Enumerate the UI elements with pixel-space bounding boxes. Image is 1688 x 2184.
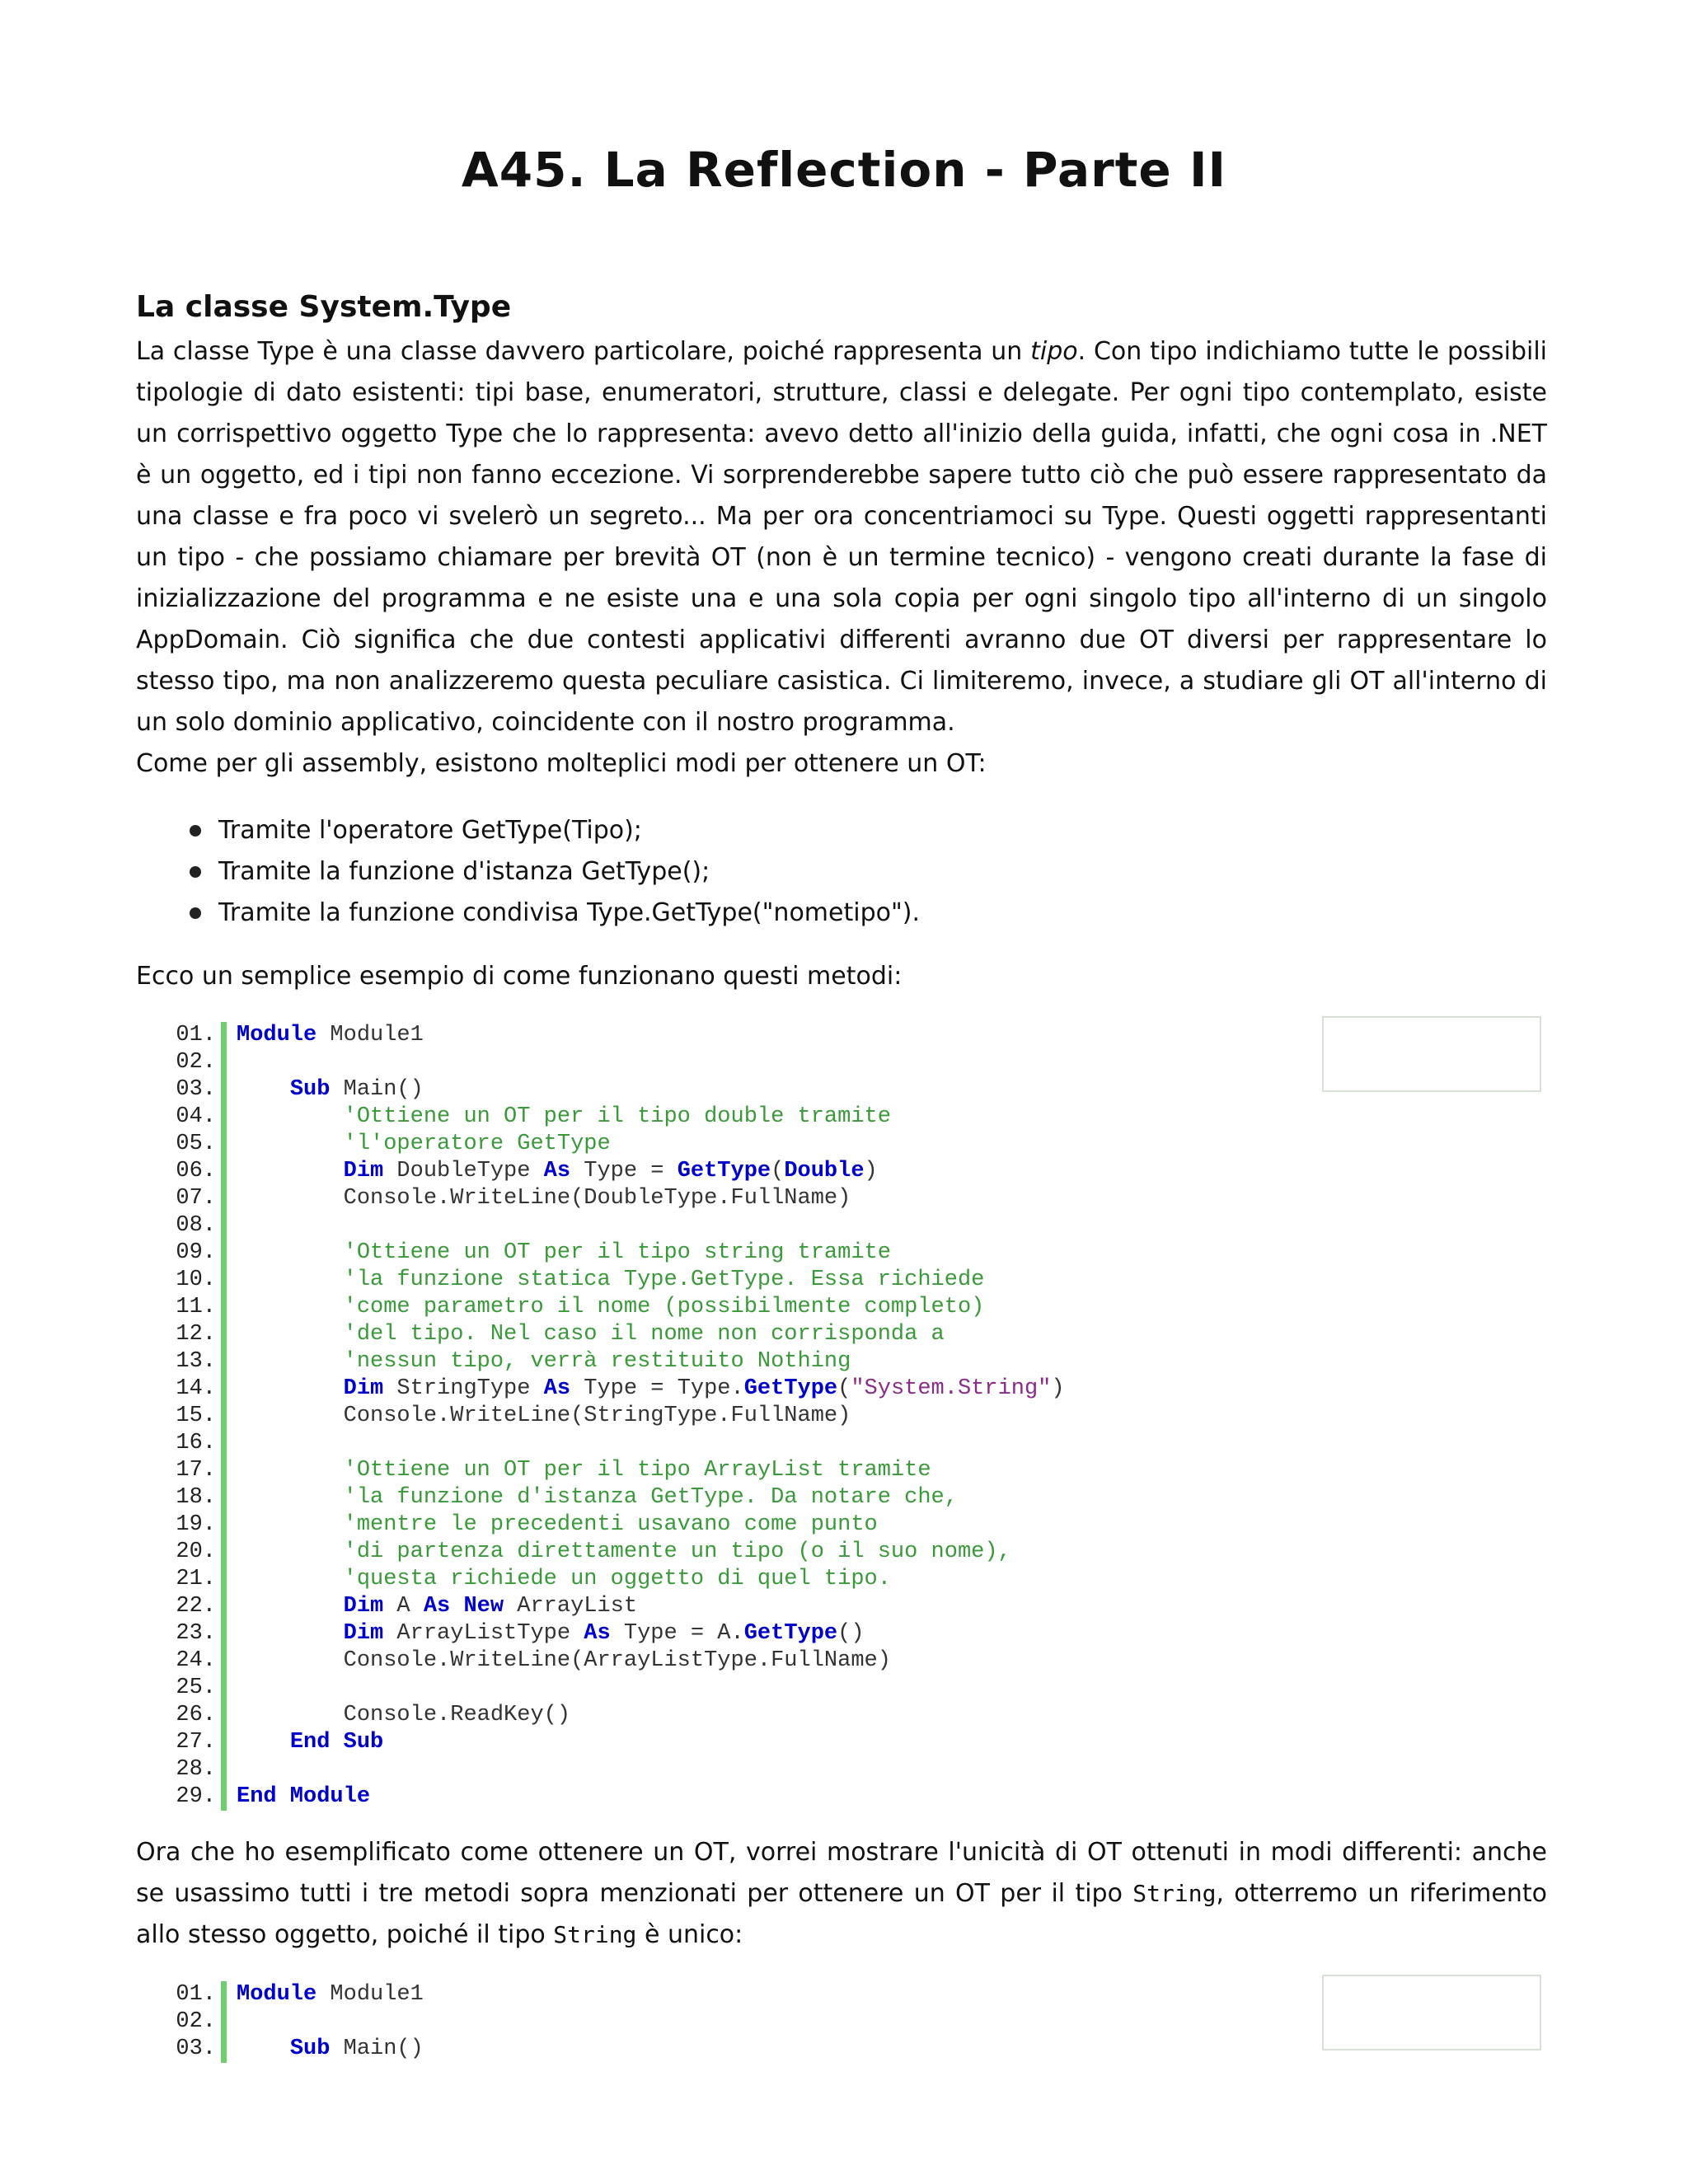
code-text bbox=[237, 1185, 851, 1212]
line-number: 27. bbox=[176, 1730, 216, 1755]
line-number: 12. bbox=[176, 1322, 216, 1347]
code-gutter-bar bbox=[221, 1158, 227, 1185]
code-keyword: Double bbox=[784, 1159, 865, 1183]
string-code-word: String bbox=[1132, 1880, 1217, 1907]
code-line bbox=[165, 1022, 1065, 1049]
code-comment: 'la funzione statica Type.GetType. Essa richiede bbox=[237, 1268, 985, 1292]
code-gutter-bar bbox=[221, 1484, 227, 1511]
code-gutter-bar bbox=[221, 2036, 227, 2063]
code-token: ) bbox=[1051, 1376, 1065, 1401]
code-token: ArrayList bbox=[504, 1594, 638, 1619]
code-gutter-bar bbox=[221, 1185, 227, 1212]
line-number: 18. bbox=[176, 1485, 216, 1510]
line-number: 23. bbox=[176, 1621, 216, 1646]
line-number: 17. bbox=[176, 1458, 216, 1483]
line-number: 08. bbox=[176, 1213, 216, 1238]
code-token: Console.WriteLine(ArrayListType.FullName) bbox=[237, 1648, 891, 1673]
code-text bbox=[237, 1593, 637, 1620]
code-gutter-bar bbox=[221, 2008, 227, 2036]
code-line bbox=[165, 1240, 1065, 1267]
intro-paragraph bbox=[136, 331, 1547, 785]
code-text bbox=[237, 1158, 878, 1185]
code-gutter-bar bbox=[221, 1131, 227, 1158]
code-text bbox=[237, 1511, 878, 1539]
code-line bbox=[165, 1348, 1065, 1376]
code-comment: 'Ottiene un OT per il tipo double tramite bbox=[237, 1104, 891, 1129]
code-text bbox=[237, 1539, 1011, 1566]
code-comment: 'l'operatore GetType bbox=[237, 1132, 611, 1156]
line-number: 29. bbox=[176, 1784, 216, 1809]
line-number: 01. bbox=[176, 1982, 216, 2007]
code-token: Console.WriteLine(StringType.FullName) bbox=[237, 1404, 851, 1428]
list-item: Tramite l'operatore GetType(Tipo); bbox=[190, 810, 920, 851]
line-number: 21. bbox=[176, 1567, 216, 1591]
line-number: 07. bbox=[176, 1186, 216, 1211]
code-token: Console.WriteLine(DoubleType.FullName) bbox=[237, 1186, 851, 1211]
code-line bbox=[165, 1267, 1065, 1294]
code-text bbox=[237, 1403, 851, 1430]
code-line bbox=[165, 1185, 1065, 1212]
code-comment: 'questa richiede un oggetto di quel tipo. bbox=[237, 1567, 891, 1591]
line-number: 19. bbox=[176, 1512, 216, 1537]
code-line bbox=[165, 1511, 1065, 1539]
uniqueness-text-3: è unico: bbox=[636, 1920, 743, 1949]
code-token: ArrayListType bbox=[383, 1621, 584, 1646]
code-keyword: End Module bbox=[237, 1784, 371, 1809]
code-text bbox=[237, 1376, 1065, 1403]
code-line bbox=[165, 1539, 1065, 1566]
line-number: 04. bbox=[176, 1104, 216, 1129]
code-token: Type = bbox=[570, 1159, 678, 1183]
code-token: Main() bbox=[330, 2036, 424, 2061]
code-text bbox=[237, 1729, 383, 1756]
code-comment: 'nessun tipo, verrà restituito Nothing bbox=[237, 1349, 851, 1374]
intro-text-1: La classe Type è una classe davvero particolare, poiché rappresenta un bbox=[136, 337, 1031, 366]
code-gutter-bar bbox=[221, 1376, 227, 1403]
code-comment: 'di partenza direttamente un tipo (o il suo nome), bbox=[237, 1540, 1011, 1564]
line-number: 28. bbox=[176, 1757, 216, 1782]
code-token bbox=[237, 1594, 344, 1619]
code-comment: 'del tipo. Nel caso il nome non corrisponda a bbox=[237, 1322, 945, 1347]
intro-paragraph-2: Come per gli assembly, esistono molteplici modi per ottenere un OT: bbox=[136, 749, 987, 778]
code-gutter-bar bbox=[221, 1981, 227, 2008]
code-line bbox=[165, 1593, 1065, 1620]
code-gutter-bar bbox=[221, 1430, 227, 1457]
code-text bbox=[237, 1457, 931, 1484]
code-line bbox=[165, 1783, 1065, 1811]
code-keyword: Dim bbox=[343, 1376, 384, 1401]
code-text bbox=[237, 1783, 370, 1811]
code-line bbox=[165, 1484, 1065, 1511]
line-number: 24. bbox=[176, 1648, 216, 1673]
code-gutter-bar bbox=[221, 1620, 227, 1647]
line-number: 16. bbox=[176, 1431, 216, 1455]
code-keyword: Dim bbox=[343, 1594, 384, 1619]
code-gutter-bar bbox=[221, 1076, 227, 1104]
code-line bbox=[165, 1620, 1065, 1647]
code-text bbox=[237, 1620, 865, 1647]
line-number: 22. bbox=[176, 1594, 216, 1619]
code-comment: 'Ottiene un OT per il tipo ArrayList tramite bbox=[237, 1458, 931, 1483]
line-number: 15. bbox=[176, 1404, 216, 1428]
code-token bbox=[237, 2036, 290, 2061]
code-line bbox=[165, 2036, 424, 2063]
code-token: Console.ReadKey() bbox=[237, 1703, 571, 1727]
code-line bbox=[165, 1158, 1065, 1185]
code-token: Type = A. bbox=[610, 1621, 744, 1646]
line-number: 26. bbox=[176, 1703, 216, 1727]
code-token bbox=[237, 1621, 344, 1646]
code-gutter-bar bbox=[221, 1756, 227, 1783]
code-keyword: Module bbox=[237, 1982, 317, 2007]
code-token: Main() bbox=[330, 1077, 424, 1102]
code-text bbox=[237, 1702, 570, 1729]
code-text bbox=[237, 1321, 945, 1348]
code-keyword: Sub bbox=[289, 2036, 331, 2061]
code-text bbox=[237, 1981, 424, 2008]
code-line bbox=[165, 1294, 1065, 1321]
code-line bbox=[165, 1403, 1065, 1430]
code-text bbox=[237, 1647, 891, 1675]
code-gutter-bar bbox=[221, 1675, 227, 1702]
code-comment: 'la funzione d'istanza GetType. Da notare che, bbox=[237, 1485, 958, 1510]
line-number: 05. bbox=[176, 1132, 216, 1156]
code-keyword: As bbox=[543, 1376, 571, 1401]
code-token: StringType bbox=[383, 1376, 544, 1401]
string-code-word: String bbox=[553, 1921, 637, 1948]
code-line bbox=[165, 1457, 1065, 1484]
code-gutter-bar bbox=[221, 1457, 227, 1484]
code-token: A bbox=[383, 1594, 424, 1619]
example-intro: Ecco un semplice esempio di come funzionano questi metodi: bbox=[136, 962, 903, 991]
code-text bbox=[237, 1348, 851, 1376]
code-keyword: GetType bbox=[677, 1159, 771, 1183]
code-keyword: Module bbox=[237, 1023, 317, 1047]
code-gutter-bar bbox=[221, 1240, 227, 1267]
line-number: 13. bbox=[176, 1349, 216, 1374]
code-block-1 bbox=[165, 1022, 1065, 1811]
line-number: 01. bbox=[176, 1023, 216, 1047]
code-gutter-bar bbox=[221, 1702, 227, 1729]
code-line bbox=[165, 1430, 1065, 1457]
code-token bbox=[237, 1730, 290, 1755]
code-text bbox=[237, 1104, 891, 1131]
code-comment: 'come parametro il nome (possibilmente completo) bbox=[237, 1295, 985, 1319]
code-text bbox=[237, 1131, 611, 1158]
code-gutter-bar bbox=[221, 1593, 227, 1620]
code-comment: 'mentre le precedenti usavano come punto bbox=[237, 1512, 878, 1537]
code-keyword: GetType bbox=[743, 1621, 838, 1646]
code-text bbox=[237, 1566, 891, 1593]
code-line bbox=[165, 1566, 1065, 1593]
list-item: Tramite la funzione condivisa Type.GetType("nometipo"). bbox=[190, 893, 920, 934]
code-line bbox=[165, 1212, 1065, 1240]
code-keyword: Sub bbox=[289, 1077, 331, 1102]
code-gutter-bar bbox=[221, 1321, 227, 1348]
code-token bbox=[237, 1077, 290, 1102]
code-line bbox=[165, 1702, 1065, 1729]
code-block-2 bbox=[165, 1981, 424, 2063]
code-keyword: As bbox=[543, 1159, 571, 1183]
code-line bbox=[165, 1131, 1065, 1158]
code-text bbox=[237, 1294, 984, 1321]
page-title: A45. La Reflection - Parte II bbox=[461, 142, 1227, 198]
code-keyword: End Sub bbox=[289, 1730, 384, 1755]
code-line bbox=[165, 1076, 1065, 1104]
line-number: 06. bbox=[176, 1159, 216, 1183]
code-line bbox=[165, 1049, 1065, 1076]
code-token: Type = Type. bbox=[570, 1376, 744, 1401]
line-number: 03. bbox=[176, 2036, 216, 2061]
code-toolbar-box-1[interactable] bbox=[1322, 1016, 1541, 1092]
code-line bbox=[165, 1756, 1065, 1783]
code-gutter-bar bbox=[221, 1348, 227, 1376]
line-number: 02. bbox=[176, 2009, 216, 2034]
line-number: 20. bbox=[176, 1540, 216, 1564]
code-text bbox=[237, 1484, 958, 1511]
code-text bbox=[237, 1022, 424, 1049]
code-gutter-bar bbox=[221, 1212, 227, 1240]
code-token bbox=[237, 1159, 344, 1183]
code-line bbox=[165, 1981, 424, 2008]
code-text bbox=[237, 1076, 424, 1104]
code-string: "System.String" bbox=[851, 1376, 1052, 1401]
code-keyword: Dim bbox=[343, 1621, 384, 1646]
line-number: 14. bbox=[176, 1376, 216, 1401]
code-token: ( bbox=[837, 1376, 851, 1401]
code-token bbox=[450, 1594, 463, 1619]
code-gutter-bar bbox=[221, 1729, 227, 1756]
code-token: Module1 bbox=[316, 1023, 424, 1047]
code-gutter-bar bbox=[221, 1022, 227, 1049]
code-line bbox=[165, 1104, 1065, 1131]
code-gutter-bar bbox=[221, 1783, 227, 1811]
code-keyword: As bbox=[584, 1621, 611, 1646]
line-number: 03. bbox=[176, 1077, 216, 1102]
section-heading: La classe System.Type bbox=[136, 290, 512, 324]
code-keyword: GetType bbox=[743, 1376, 838, 1401]
line-number: 10. bbox=[176, 1268, 216, 1292]
code-gutter-bar bbox=[221, 1294, 227, 1321]
code-line bbox=[165, 1729, 1065, 1756]
uniqueness-text-2: , otterremo un riferimento allo stesso oggetto, poiché il tipo bbox=[136, 1879, 1547, 1949]
code-gutter-bar bbox=[221, 1104, 227, 1131]
code-line bbox=[165, 1376, 1065, 1403]
code-toolbar-box-2[interactable] bbox=[1322, 1975, 1541, 2050]
code-keyword: Dim bbox=[343, 1159, 384, 1183]
code-text bbox=[237, 2036, 424, 2063]
code-line bbox=[165, 1675, 1065, 1702]
code-gutter-bar bbox=[221, 1566, 227, 1593]
uniqueness-text-1: Ora che ho esemplificato come ottenere un OT, vorrei mostrare l'unicità di OT ottenuti in modi differenti: anche se usassimo tutti i tre metodi sopra menzionati per ottenere un OT per il tipo bbox=[136, 1838, 1547, 1908]
code-token: () bbox=[837, 1621, 865, 1646]
code-gutter-bar bbox=[221, 1647, 227, 1675]
code-line bbox=[165, 1647, 1065, 1675]
code-line bbox=[165, 1321, 1065, 1348]
intro-text-2: . Con tipo indichiamo tutte le possibili tipologie di dato esistenti: tipi base, enumeratori, strutture, classi e delegate. Per ogni tipo contemplato, esiste un corrispettivo oggetto Type che lo rappresenta: avevo detto all'inizio della guida, infatti, che ogni cosa in .NET è un oggetto, ed i tipi non fanno eccezione. Vi sorprenderebbe sapere tutto ciò che può essere rappresentato da una classe e fra poco vi svelerò un segreto... Ma per ora concentriamoci su Type. Questi oggetti rappresentanti un tipo - che possiamo chiamare per brevità OT (non è un termine tecnico) - vengono creati durante la fase di inizializzazione del programma e ne esiste una e una sola copia per ogni singolo tipo all'interno di un singolo AppDomain. Ciò significa che due contesti applicativi differenti avranno due OT diversi per rappresentare lo stesso tipo, ma non analizzeremo questa peculiare casistica. Ci limiteremo, invece, a studiare gli OT all'interno di un solo dominio applicativo, coincidente con il nostro programma. bbox=[136, 337, 1547, 737]
code-gutter-bar bbox=[221, 1511, 227, 1539]
code-token: DoubleType bbox=[383, 1159, 544, 1183]
code-token: Module1 bbox=[316, 1982, 424, 2007]
code-gutter-bar bbox=[221, 1049, 227, 1076]
code-token: ( bbox=[771, 1159, 785, 1183]
line-number: 11. bbox=[176, 1295, 216, 1319]
code-text bbox=[237, 1240, 891, 1267]
code-gutter-bar bbox=[221, 1539, 227, 1566]
code-token: ) bbox=[864, 1159, 878, 1183]
line-number: 09. bbox=[176, 1240, 216, 1265]
line-number: 25. bbox=[176, 1675, 216, 1700]
intro-italic-tipo: tipo bbox=[1030, 337, 1078, 366]
uniqueness-paragraph bbox=[136, 1832, 1547, 1956]
code-gutter-bar bbox=[221, 1267, 227, 1294]
code-gutter-bar bbox=[221, 1403, 227, 1430]
list-item: Tramite la funzione d'istanza GetType(); bbox=[190, 851, 920, 893]
code-keyword: As bbox=[423, 1594, 451, 1619]
code-line bbox=[165, 2008, 424, 2036]
methods-list bbox=[190, 810, 920, 934]
code-token bbox=[237, 1376, 344, 1401]
code-comment: 'Ottiene un OT per il tipo string tramite bbox=[237, 1240, 891, 1265]
line-number: 02. bbox=[176, 1050, 216, 1075]
code-text bbox=[237, 1267, 984, 1294]
code-keyword: New bbox=[463, 1594, 504, 1619]
